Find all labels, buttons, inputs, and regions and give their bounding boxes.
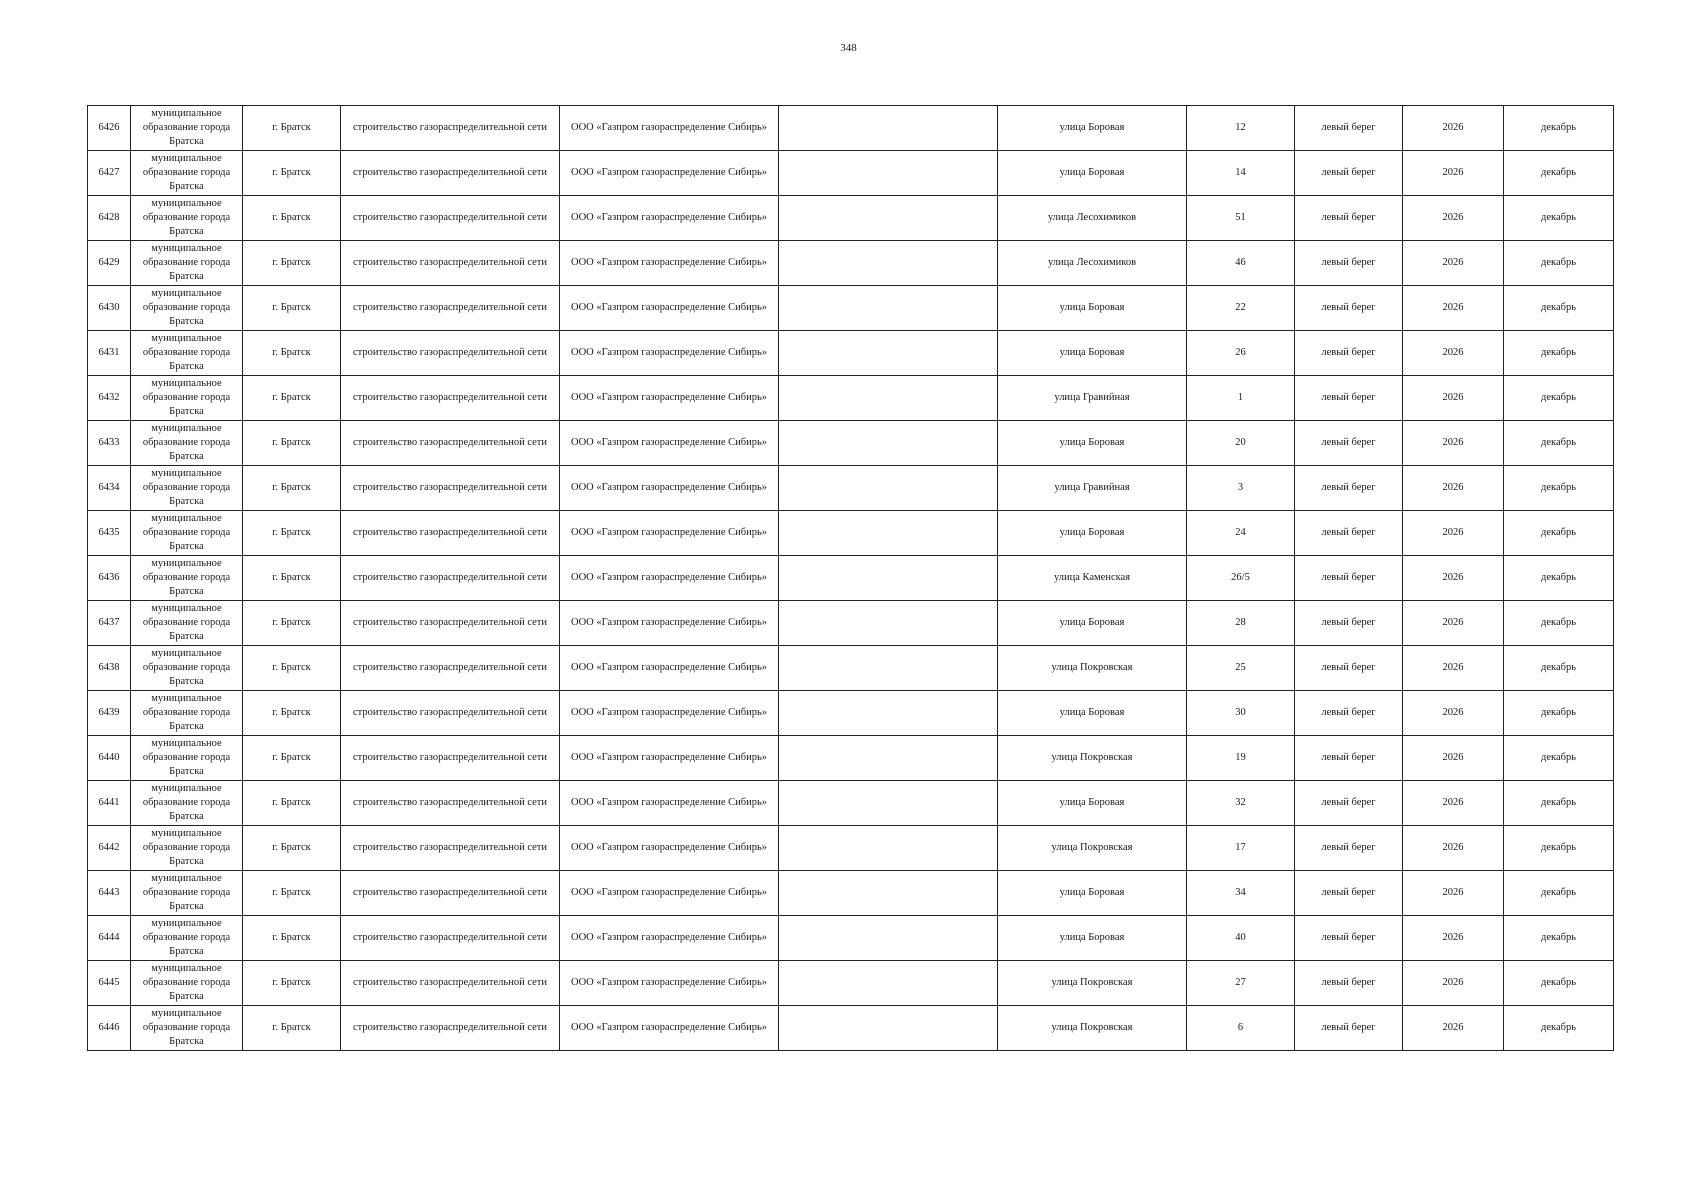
district-cell: левый берег [1295, 421, 1403, 466]
table-row [88, 691, 1614, 736]
operator-cell: ООО «Газпром газораспределение Сибирь» [560, 826, 779, 871]
blank-cell [779, 781, 998, 826]
municipality-cell: муниципальное образование города Братска [131, 421, 243, 466]
work-type-cell: строительство газораспределительной сети [341, 331, 560, 376]
month-cell: декабрь [1504, 916, 1614, 961]
row-number-cell: 6441 [88, 781, 131, 826]
settlement-cell: г. Братск [243, 556, 341, 601]
year-cell: 2026 [1403, 601, 1504, 646]
table-row [88, 286, 1614, 331]
street-cell: улица Покровская [998, 736, 1187, 781]
operator-cell: ООО «Газпром газораспределение Сибирь» [560, 601, 779, 646]
work-type-cell: строительство газораспределительной сети [341, 1006, 560, 1051]
settlement-cell: г. Братск [243, 331, 341, 376]
row-number-cell: 6432 [88, 376, 131, 421]
year-cell: 2026 [1403, 916, 1504, 961]
district-cell: левый берег [1295, 241, 1403, 286]
table-row [88, 871, 1614, 916]
month-cell: декабрь [1504, 1006, 1614, 1051]
house-number-cell: 28 [1187, 601, 1295, 646]
blank-cell [779, 646, 998, 691]
municipality-cell: муниципальное образование города Братска [131, 736, 243, 781]
municipality-cell: муниципальное образование города Братска [131, 106, 243, 151]
district-cell: левый берег [1295, 331, 1403, 376]
table-row [88, 916, 1614, 961]
district-cell: левый берег [1295, 106, 1403, 151]
work-type-cell: строительство газораспределительной сети [341, 781, 560, 826]
street-cell: улица Боровая [998, 511, 1187, 556]
row-number-cell: 6437 [88, 601, 131, 646]
municipality-cell: муниципальное образование города Братска [131, 871, 243, 916]
blank-cell [779, 151, 998, 196]
district-cell: левый берег [1295, 151, 1403, 196]
year-cell: 2026 [1403, 781, 1504, 826]
work-type-cell: строительство газораспределительной сети [341, 196, 560, 241]
street-cell: улица Боровая [998, 916, 1187, 961]
year-cell: 2026 [1403, 961, 1504, 1006]
street-cell: улица Каменская [998, 556, 1187, 601]
work-type-cell: строительство газораспределительной сети [341, 871, 560, 916]
table-row [88, 601, 1614, 646]
blank-cell [779, 961, 998, 1006]
month-cell: декабрь [1504, 331, 1614, 376]
blank-cell [779, 1006, 998, 1051]
year-cell: 2026 [1403, 826, 1504, 871]
operator-cell: ООО «Газпром газораспределение Сибирь» [560, 376, 779, 421]
table-row [88, 241, 1614, 286]
operator-cell: ООО «Газпром газораспределение Сибирь» [560, 916, 779, 961]
row-number-cell: 6439 [88, 691, 131, 736]
row-number-cell: 6431 [88, 331, 131, 376]
work-type-cell: строительство газораспределительной сети [341, 826, 560, 871]
house-number-cell: 1 [1187, 376, 1295, 421]
month-cell: декабрь [1504, 106, 1614, 151]
operator-cell: ООО «Газпром газораспределение Сибирь» [560, 196, 779, 241]
house-number-cell: 34 [1187, 871, 1295, 916]
table-row [88, 826, 1614, 871]
blank-cell [779, 916, 998, 961]
district-cell: левый берег [1295, 466, 1403, 511]
settlement-cell: г. Братск [243, 961, 341, 1006]
blank-cell [779, 196, 998, 241]
work-type-cell: строительство газораспределительной сети [341, 916, 560, 961]
row-number-cell: 6444 [88, 916, 131, 961]
settlement-cell: г. Братск [243, 241, 341, 286]
row-number-cell: 6436 [88, 556, 131, 601]
district-cell: левый берег [1295, 376, 1403, 421]
settlement-cell: г. Братск [243, 151, 341, 196]
row-number-cell: 6443 [88, 871, 131, 916]
municipality-cell: муниципальное образование города Братска [131, 646, 243, 691]
table-row [88, 556, 1614, 601]
house-number-cell: 17 [1187, 826, 1295, 871]
month-cell: декабрь [1504, 376, 1614, 421]
house-number-cell: 14 [1187, 151, 1295, 196]
municipality-cell: муниципальное образование города Братска [131, 691, 243, 736]
house-number-cell: 32 [1187, 781, 1295, 826]
house-number-cell: 30 [1187, 691, 1295, 736]
blank-cell [779, 556, 998, 601]
district-cell: левый берег [1295, 826, 1403, 871]
street-cell: улица Боровая [998, 781, 1187, 826]
operator-cell: ООО «Газпром газораспределение Сибирь» [560, 691, 779, 736]
house-number-cell: 40 [1187, 916, 1295, 961]
street-cell: улица Боровая [998, 601, 1187, 646]
settlement-cell: г. Братск [243, 826, 341, 871]
municipality-cell: муниципальное образование города Братска [131, 556, 243, 601]
house-number-cell: 26/5 [1187, 556, 1295, 601]
street-cell: улица Гравийная [998, 376, 1187, 421]
work-type-cell: строительство газораспределительной сети [341, 286, 560, 331]
month-cell: декабрь [1504, 736, 1614, 781]
settlement-cell: г. Братск [243, 781, 341, 826]
work-type-cell: строительство газораспределительной сети [341, 736, 560, 781]
month-cell: декабрь [1504, 781, 1614, 826]
settlement-cell: г. Братск [243, 1006, 341, 1051]
blank-cell [779, 331, 998, 376]
house-number-cell: 6 [1187, 1006, 1295, 1051]
work-type-cell: строительство газораспределительной сети [341, 646, 560, 691]
street-cell: улица Покровская [998, 826, 1187, 871]
row-number-cell: 6442 [88, 826, 131, 871]
settlement-cell: г. Братск [243, 286, 341, 331]
settlement-cell: г. Братск [243, 646, 341, 691]
year-cell: 2026 [1403, 646, 1504, 691]
year-cell: 2026 [1403, 286, 1504, 331]
house-number-cell: 46 [1187, 241, 1295, 286]
month-cell: декабрь [1504, 601, 1614, 646]
settlement-cell: г. Братск [243, 916, 341, 961]
work-type-cell: строительство газораспределительной сети [341, 241, 560, 286]
street-cell: улица Гравийная [998, 466, 1187, 511]
blank-cell [779, 421, 998, 466]
settlement-cell: г. Братск [243, 691, 341, 736]
work-type-cell: строительство газораспределительной сети [341, 151, 560, 196]
row-number-cell: 6435 [88, 511, 131, 556]
district-cell: левый берег [1295, 871, 1403, 916]
work-type-cell: строительство газораспределительной сети [341, 376, 560, 421]
street-cell: улица Покровская [998, 961, 1187, 1006]
year-cell: 2026 [1403, 736, 1504, 781]
blank-cell [779, 376, 998, 421]
street-cell: улица Покровская [998, 646, 1187, 691]
settlement-cell: г. Братск [243, 601, 341, 646]
year-cell: 2026 [1403, 421, 1504, 466]
year-cell: 2026 [1403, 466, 1504, 511]
work-type-cell: строительство газораспределительной сети [341, 421, 560, 466]
month-cell: декабрь [1504, 421, 1614, 466]
table-row [88, 736, 1614, 781]
blank-cell [779, 511, 998, 556]
month-cell: декабрь [1504, 691, 1614, 736]
work-type-cell: строительство газораспределительной сети [341, 511, 560, 556]
row-number-cell: 6440 [88, 736, 131, 781]
operator-cell: ООО «Газпром газораспределение Сибирь» [560, 1006, 779, 1051]
month-cell: декабрь [1504, 286, 1614, 331]
house-number-cell: 25 [1187, 646, 1295, 691]
operator-cell: ООО «Газпром газораспределение Сибирь» [560, 511, 779, 556]
table-row [88, 1006, 1614, 1051]
house-number-cell: 3 [1187, 466, 1295, 511]
settlement-cell: г. Братск [243, 196, 341, 241]
blank-cell [779, 286, 998, 331]
street-cell: улица Покровская [998, 1006, 1187, 1051]
row-number-cell: 6426 [88, 106, 131, 151]
month-cell: декабрь [1504, 151, 1614, 196]
house-number-cell: 24 [1187, 511, 1295, 556]
settlement-cell: г. Братск [243, 106, 341, 151]
blank-cell [779, 736, 998, 781]
district-cell: левый берег [1295, 286, 1403, 331]
table-row [88, 421, 1614, 466]
district-cell: левый берег [1295, 601, 1403, 646]
municipality-cell: муниципальное образование города Братска [131, 961, 243, 1006]
work-type-cell: строительство газораспределительной сети [341, 961, 560, 1006]
blank-cell [779, 826, 998, 871]
table-row [88, 466, 1614, 511]
settlement-cell: г. Братск [243, 376, 341, 421]
year-cell: 2026 [1403, 331, 1504, 376]
district-cell: левый берег [1295, 691, 1403, 736]
month-cell: декабрь [1504, 646, 1614, 691]
work-type-cell: строительство газораспределительной сети [341, 691, 560, 736]
municipality-cell: муниципальное образование города Братска [131, 376, 243, 421]
municipality-cell: муниципальное образование города Братска [131, 241, 243, 286]
street-cell: улица Боровая [998, 151, 1187, 196]
municipality-cell: муниципальное образование города Братска [131, 1006, 243, 1051]
work-type-cell: строительство газораспределительной сети [341, 106, 560, 151]
operator-cell: ООО «Газпром газораспределение Сибирь» [560, 781, 779, 826]
district-cell: левый берег [1295, 1006, 1403, 1051]
month-cell: декабрь [1504, 511, 1614, 556]
district-cell: левый берег [1295, 961, 1403, 1006]
house-number-cell: 51 [1187, 196, 1295, 241]
operator-cell: ООО «Газпром газораспределение Сибирь» [560, 736, 779, 781]
operator-cell: ООО «Газпром газораспределение Сибирь» [560, 466, 779, 511]
month-cell: декабрь [1504, 466, 1614, 511]
table-row [88, 151, 1614, 196]
operator-cell: ООО «Газпром газораспределение Сибирь» [560, 646, 779, 691]
year-cell: 2026 [1403, 151, 1504, 196]
work-type-cell: строительство газораспределительной сети [341, 601, 560, 646]
register-body [88, 106, 1614, 1051]
table-row [88, 961, 1614, 1006]
street-cell: улица Лесохимиков [998, 196, 1187, 241]
year-cell: 2026 [1403, 556, 1504, 601]
municipality-cell: муниципальное образование города Братска [131, 601, 243, 646]
street-cell: улица Боровая [998, 331, 1187, 376]
year-cell: 2026 [1403, 511, 1504, 556]
page-number: 348 [840, 42, 857, 54]
municipality-cell: муниципальное образование города Братска [131, 826, 243, 871]
street-cell: улица Боровая [998, 106, 1187, 151]
operator-cell: ООО «Газпром газораспределение Сибирь» [560, 331, 779, 376]
municipality-cell: муниципальное образование города Братска [131, 781, 243, 826]
operator-cell: ООО «Газпром газораспределение Сибирь» [560, 241, 779, 286]
house-number-cell: 19 [1187, 736, 1295, 781]
municipality-cell: муниципальное образование города Братска [131, 511, 243, 556]
work-type-cell: строительство газораспределительной сети [341, 556, 560, 601]
row-number-cell: 6446 [88, 1006, 131, 1051]
district-cell: левый берег [1295, 511, 1403, 556]
work-type-cell: строительство газораспределительной сети [341, 466, 560, 511]
settlement-cell: г. Братск [243, 871, 341, 916]
street-cell: улица Боровая [998, 421, 1187, 466]
blank-cell [779, 106, 998, 151]
row-number-cell: 6434 [88, 466, 131, 511]
street-cell: улица Боровая [998, 286, 1187, 331]
district-cell: левый берег [1295, 916, 1403, 961]
table-row [88, 376, 1614, 421]
street-cell: улица Боровая [998, 871, 1187, 916]
year-cell: 2026 [1403, 196, 1504, 241]
district-cell: левый берег [1295, 196, 1403, 241]
row-number-cell: 6445 [88, 961, 131, 1006]
month-cell: декабрь [1504, 961, 1614, 1006]
blank-cell [779, 871, 998, 916]
settlement-cell: г. Братск [243, 736, 341, 781]
table-row [88, 646, 1614, 691]
municipality-cell: муниципальное образование города Братска [131, 916, 243, 961]
operator-cell: ООО «Газпром газораспределение Сибирь» [560, 151, 779, 196]
settlement-cell: г. Братск [243, 421, 341, 466]
operator-cell: ООО «Газпром газораспределение Сибирь» [560, 286, 779, 331]
district-cell: левый берег [1295, 556, 1403, 601]
table-row [88, 331, 1614, 376]
month-cell: декабрь [1504, 241, 1614, 286]
table-row [88, 196, 1614, 241]
year-cell: 2026 [1403, 691, 1504, 736]
operator-cell: ООО «Газпром газораспределение Сибирь» [560, 106, 779, 151]
year-cell: 2026 [1403, 106, 1504, 151]
blank-cell [779, 466, 998, 511]
district-cell: левый берег [1295, 781, 1403, 826]
settlement-cell: г. Братск [243, 466, 341, 511]
blank-cell [779, 601, 998, 646]
operator-cell: ООО «Газпром газораспределение Сибирь» [560, 961, 779, 1006]
street-cell: улица Лесохимиков [998, 241, 1187, 286]
table-row [88, 511, 1614, 556]
house-number-cell: 27 [1187, 961, 1295, 1006]
district-cell: левый берег [1295, 736, 1403, 781]
municipality-cell: муниципальное образование города Братска [131, 151, 243, 196]
year-cell: 2026 [1403, 376, 1504, 421]
operator-cell: ООО «Газпром газораспределение Сибирь» [560, 421, 779, 466]
row-number-cell: 6428 [88, 196, 131, 241]
operator-cell: ООО «Газпром газораспределение Сибирь» [560, 871, 779, 916]
municipality-cell: муниципальное образование города Братска [131, 466, 243, 511]
month-cell: декабрь [1504, 826, 1614, 871]
house-number-cell: 26 [1187, 331, 1295, 376]
year-cell: 2026 [1403, 241, 1504, 286]
row-number-cell: 6429 [88, 241, 131, 286]
municipality-cell: муниципальное образование города Братска [131, 286, 243, 331]
year-cell: 2026 [1403, 1006, 1504, 1051]
street-cell: улица Боровая [998, 691, 1187, 736]
operator-cell: ООО «Газпром газораспределение Сибирь» [560, 556, 779, 601]
table-row [88, 781, 1614, 826]
district-cell: левый берег [1295, 646, 1403, 691]
blank-cell [779, 241, 998, 286]
year-cell: 2026 [1403, 871, 1504, 916]
blank-cell [779, 691, 998, 736]
settlement-cell: г. Братск [243, 511, 341, 556]
municipality-cell: муниципальное образование города Братска [131, 331, 243, 376]
month-cell: декабрь [1504, 196, 1614, 241]
month-cell: декабрь [1504, 871, 1614, 916]
house-number-cell: 22 [1187, 286, 1295, 331]
table-row [88, 106, 1614, 151]
row-number-cell: 6433 [88, 421, 131, 466]
register-table [87, 105, 1614, 1051]
municipality-cell: муниципальное образование города Братска [131, 196, 243, 241]
row-number-cell: 6427 [88, 151, 131, 196]
house-number-cell: 20 [1187, 421, 1295, 466]
row-number-cell: 6430 [88, 286, 131, 331]
month-cell: декабрь [1504, 556, 1614, 601]
row-number-cell: 6438 [88, 646, 131, 691]
house-number-cell: 12 [1187, 106, 1295, 151]
